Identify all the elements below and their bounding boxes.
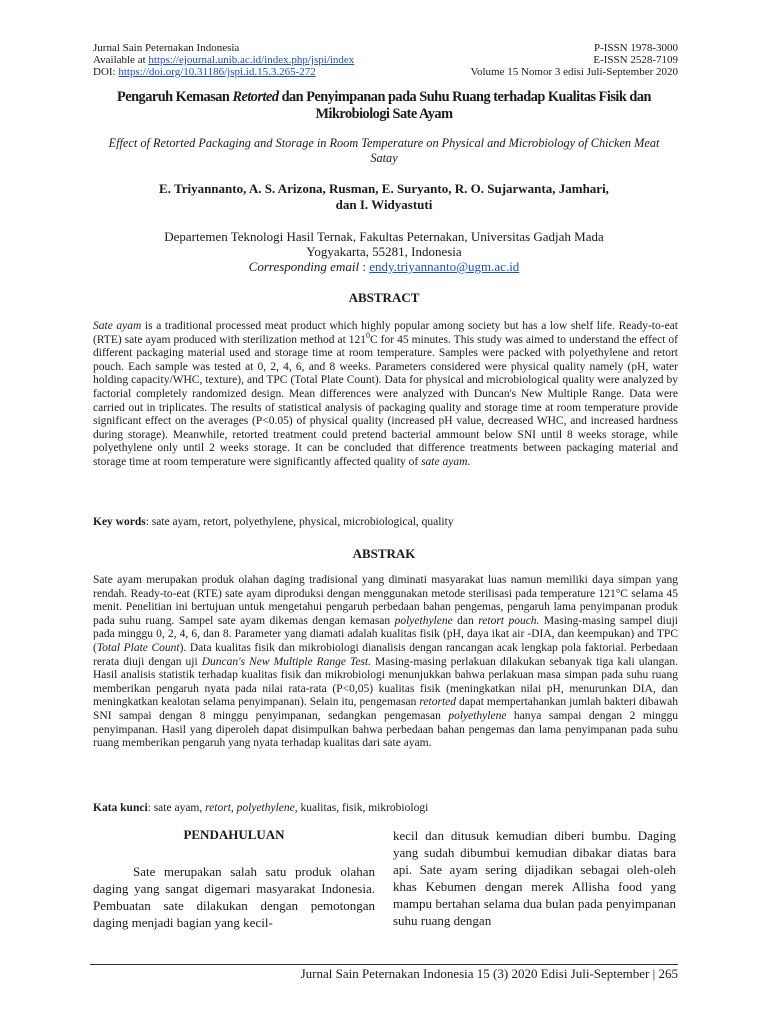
eissn: E-ISSN 2528-7109 (593, 54, 678, 66)
introduction-heading: PENDAHULUAN (183, 827, 285, 842)
paper-title: Pengaruh Kemasan Retorted dan Penyimpanan pada Suhu Ruang terhadap Kualitas Fisik dan Mikrobiologi Sate Ayam (117, 89, 651, 122)
page-footer: Jurnal Sain Peternakan Indonesia 15 (3) 2020 Edisi Juli-September | 265 (300, 966, 678, 981)
journal-name: Jurnal Sain Peternakan Indonesia (93, 42, 240, 54)
abstrak-text: Sate ayam merupakan produk olahan daging tradisional yang diminati masyarakat luas namun memiliki daya simpan yang rendah. Ready-to-eat (RTE) sate ayam diproduksi dengan menggunakan metode sterilisasi pada temperature 121°C selama 45 menit. Penelitian ini bertujuan untuk mengetahui pengaruh perbedaan bahan pengemas, pengaruh lama penyimpanan produk pada suhu ruang. Sampel sate ayam dikemas dengan kemasan polyethylene dan retort pouch. Masing-masing sampel diuji pada minggu 0, 2, 4, 6, dan 8. Parameter yang diamati adalah kualitas fisik (pH, daya ikat air -DIA, dan keempukan) and TPC (Total Plate Count). Data kualitas fisik dan mikrobiologi dianalisis dengan rancangan acak lengkap pola faktorial. Perbedaan rerata diuji dengan uji Duncan's New Multiple Range Test. Masing-masing perlakuan dilakukan sebanyak tiga kali ulangan. Hasil analisis statistik terhadap kualitas fisik dan mikrobiologi menunjukkan bahwa perlakuan masa simpan pada suhu ruang memberikan pengaruh nyata pada nilai rata-rata (P<0,05) kualitas fisik (meningkatkan nilai pH, menurunkan DIA, dan meningkatkan kealotan selama penyimpanan). Selain itu, pengemasan retorted dapat mempertahankan jumlah bakteri dibawah SNI sampai dengan 8 minggu penyimpanan, sedangkan pengemasan polyethylene hanya sampai dengan 2 minggu penyimpanan. Hasil yang diperoleh dapat disimpulkan bahwa perbedaan bahan pengemas dan lama penyimpanan pada suhu ruang memberikan pengaruh yang nyata terhadap kualitas dari sate ayam. (93, 574, 678, 750)
affiliation: Departemen Teknologi Hasil Ternak, Fakultas Peternakan, Universitas Gadjah Mada Yogyakarta, 55281, Indonesia Corresponding email : endy.triyannanto@ugm.ac.id (95, 229, 673, 274)
abstract-text: Sate ayam is a traditional processed meat product which highly popular among society but has a low shelf life. Ready-to-eat (RTE) sate ayam produced with sterilization method at $121^0C$ for 45 minutes. This study was aimed to understand the effect of different packaging material used and storage time at room temperature. Samples were packed with polyethylene and retort pouch. Each sample was tested at 0, 2, 4, 6, and 8 weeks. Parameters considered were physical quality namely (pH, water holding capacity/WHC, texture), and TPC (Total Plate Count). Data for physical and microbiological quality were analyzed by factorial completely randomized design. Mean differences were analyzed with Duncan's New Multiple Range. Data were carried out in triplicates. The results of statistical analysis of packaging quality and storage time at room temperature provide significant effect on the averages (P<0.05) of physical quality (increased pH value, decreased WHC, and increased hardness during storage). Meanwhile, retorted treatment could pretend bacterial ammount below SNI until 8 weeks storage, while polyethylene only until 2 weeks storage. It can be concluded that difference treatments between packaging material and storage time at room temperature were significantly affected quality of sate ayam. (93, 320, 678, 468)
journal-url-link[interactable]: https://ejournal.unib.ac.id/index.php/jspi/index (148, 54, 355, 66)
introduction-paragraph: Sate merupakan salah satu produk olahan daging yang sangat digemari masyarakat Indonesia. Pembuatan sate dilakukan dengan pemotongan daging menjadi bagian yang kecil- (93, 864, 375, 930)
doi-link[interactable]: https://doi.org/10.31186/jspi.id.15.3.265-272 (118, 66, 316, 78)
pissn: P-ISSN 1978-3000 (593, 42, 678, 54)
footer-divider (90, 964, 678, 965)
introduction-left-column (93, 827, 375, 931)
keywords: Key words: sate ayam, retort, polyethylene, physical, microbiological, quality (93, 516, 454, 528)
corresponding-email: Corresponding email : endy.triyannanto@ugm.ac.id (248, 259, 520, 274)
abstrak-heading: ABSTRAK (352, 546, 416, 561)
abstract-heading: ABSTRACT (348, 290, 420, 305)
page-number: 265 (658, 966, 678, 981)
volume-info: Volume 15 Nomor 3 edisi Juli-September 2020 (470, 66, 678, 78)
doi: DOI: https://doi.org/10.31186/jspi.id.15.3.265-272 (93, 66, 316, 78)
journal-header (93, 42, 678, 78)
paper-subtitle: Effect of Retorted Packaging and Storage in Room Temperature on Physical and Microbiology of Chicken Meat Satay (108, 136, 660, 165)
email-link[interactable]: endy.triyannanto@ugm.ac.id (369, 259, 520, 274)
authors: E. Triyannanto, A. S. Arizona, Rusman, E. Suryanto, R. O. Sujarwanta, Jamhari, dan I. Widyastuti (159, 181, 609, 212)
introduction-right-column: kecil dan ditusuk kemudian diberi bumbu. Daging yang sudah dibumbui kemudian dibakar diatas bara api. Sate ayam sering dijadikan sebagai oleh-oleh khas Kebumen dengan merek Allisha food yang mampu bertahan selama dua bulan pada penyimpanan suhu ruang dengan (393, 828, 676, 928)
available-at: Available at https://ejournal.unib.ac.id/index.php/jspi/index (93, 54, 355, 66)
kata-kunci: Kata kunci: sate ayam, retort, polyethylene, kualitas, fisik, mikrobiologi (93, 802, 429, 814)
